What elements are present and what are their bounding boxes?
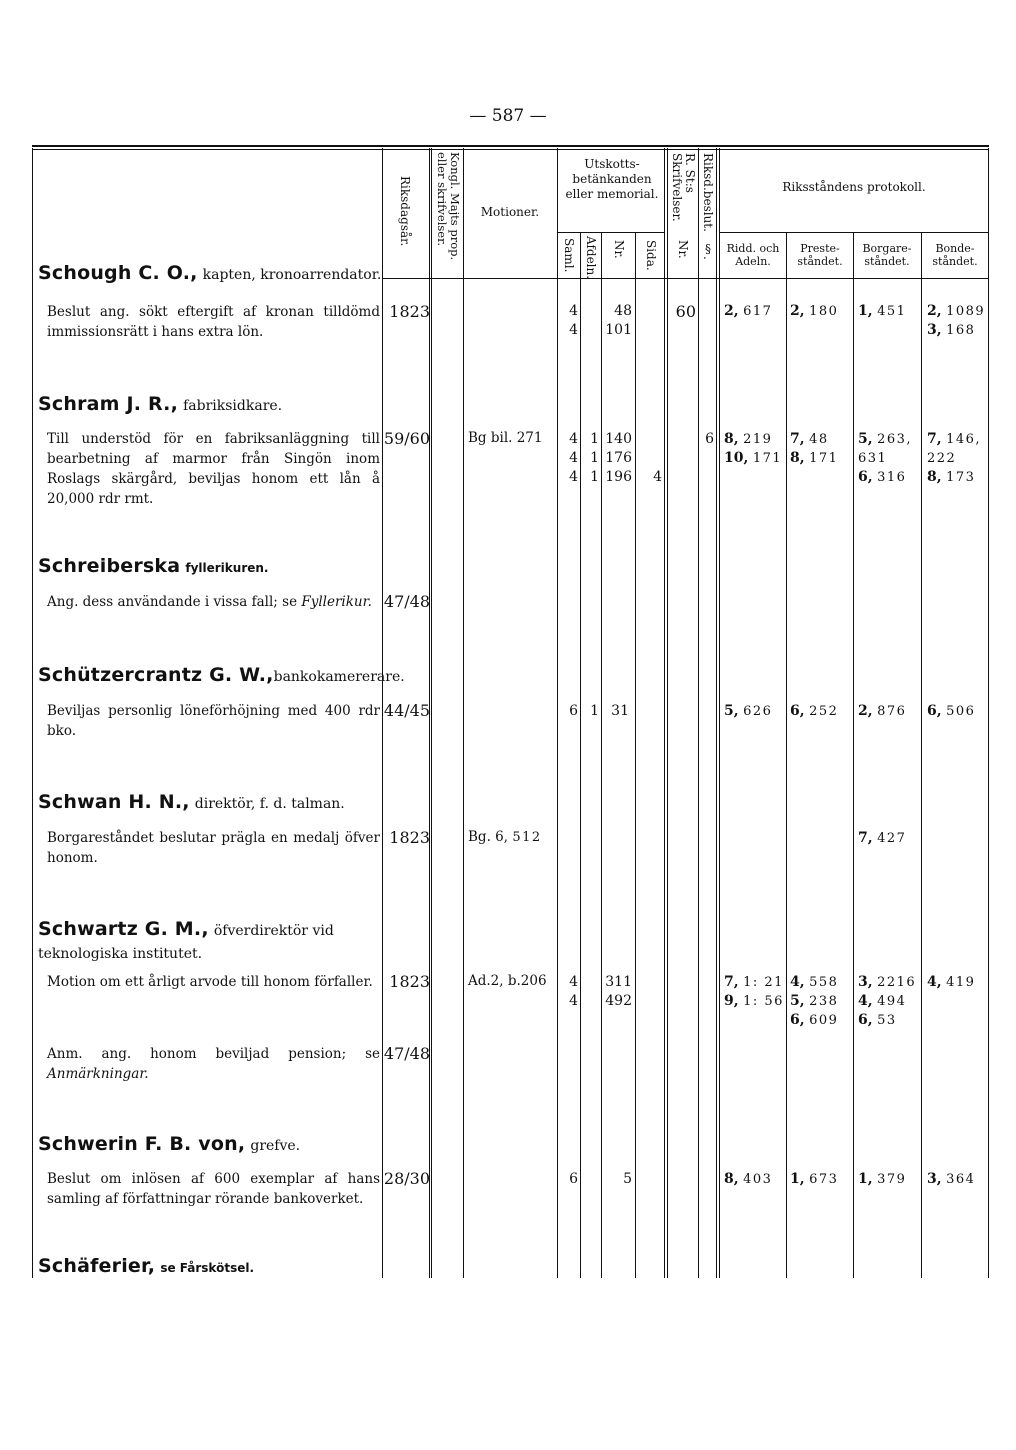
page-number: — 587 — xyxy=(469,106,547,126)
bonde-vol: 3, xyxy=(927,1171,942,1187)
borgare-ref xyxy=(858,1011,897,1030)
col-rule-2b xyxy=(431,148,432,1278)
ridd-page: 219 xyxy=(743,432,773,447)
preste-ref xyxy=(790,1011,838,1030)
ridd-page: 171 xyxy=(752,451,783,466)
borgare-ref xyxy=(858,829,906,848)
preste-ref xyxy=(790,1170,838,1189)
header-borgare: Borgare-ståndet. xyxy=(862,242,912,268)
entry-desc: Beslut om inlösen af 600 exemplar af hans samling af författningar rörande bankoverket. xyxy=(47,1171,380,1207)
borgare-page: 427 xyxy=(877,831,907,846)
bonde-ref xyxy=(927,321,975,340)
entry-desc: Borgareståndet beslutar prägla en medalj öfver honom. xyxy=(47,830,380,866)
borgare-vol: 4, xyxy=(858,993,873,1009)
entry-desc-note xyxy=(47,1044,380,1084)
preste-vol: 1, xyxy=(790,1171,805,1187)
borgare-vol: 5, xyxy=(858,431,873,447)
nr-value: 176 xyxy=(605,450,632,466)
borgare-ref xyxy=(858,468,906,487)
ridd-ref xyxy=(724,992,784,1011)
entry-role: öfverdirektör vid teknologiska institutet. xyxy=(38,923,334,962)
col-rule-11 xyxy=(786,233,787,1278)
afdeln-value: 1 xyxy=(590,450,599,466)
header-sida: Sida. xyxy=(644,240,658,271)
preste-page: 180 xyxy=(809,304,839,319)
borgare-page: 53 xyxy=(877,1013,897,1028)
entry-name-text: Schwerin F. B. von, xyxy=(38,1133,246,1155)
bonde-vol: 7, xyxy=(927,431,942,447)
entry-role: fabriksidkare. xyxy=(183,398,283,414)
entry-year: 44/45 xyxy=(383,701,430,720)
entry-year: 1823 xyxy=(389,828,430,847)
top-rule-thin xyxy=(32,149,989,150)
borgare-ref xyxy=(858,992,906,1011)
ridd-vol: 8, xyxy=(724,1171,739,1187)
afdeln-value: 1 xyxy=(590,431,599,447)
entry-desc: Motion om ett årligt arvode till honom förfaller. xyxy=(47,974,373,990)
cross-reference: Fyllerikur. xyxy=(301,594,372,610)
saml-value: 4 xyxy=(569,303,578,319)
preste-ref xyxy=(790,992,838,1011)
borgare-vol: 3, xyxy=(858,974,873,990)
preste-vol: 6, xyxy=(790,1012,805,1028)
preste-page: 673 xyxy=(809,1172,839,1187)
saml-value: 4 xyxy=(569,993,578,1009)
motion-ref xyxy=(468,829,542,845)
entry-year: 59/60 xyxy=(383,429,430,448)
bonde-page: 168 xyxy=(946,323,976,338)
saml-value: 4 xyxy=(569,974,578,990)
saml-value: 4 xyxy=(569,450,578,466)
entry-name xyxy=(38,393,282,415)
header-riksd-beslut: Riksd.beslut. xyxy=(701,153,715,232)
preste-vol: 6, xyxy=(790,703,805,719)
header-bottom-rule xyxy=(382,278,989,279)
saml-value: 6 xyxy=(569,1171,578,1187)
entry-name xyxy=(38,791,345,813)
preste-ref xyxy=(790,973,838,992)
col-rule-12 xyxy=(853,233,854,1278)
motion-ref: Ad.2, b.206 xyxy=(468,973,547,989)
entry-name-text: Schough C. O., xyxy=(38,262,198,284)
ridd-page: 1: 56 xyxy=(743,994,784,1009)
afdeln-value: 1 xyxy=(590,703,599,719)
ridd-page: 403 xyxy=(743,1172,773,1187)
rsts-value: 60 xyxy=(675,302,696,321)
borgare-ref xyxy=(858,430,912,449)
motion-vol: Bg. 6, xyxy=(468,829,509,845)
entry-role: bankokamererare. xyxy=(273,669,405,685)
borgare-vol: 1, xyxy=(858,303,873,319)
nr-value: 31 xyxy=(611,703,629,719)
col-rule-8a xyxy=(664,148,665,1278)
entry-name xyxy=(38,664,405,686)
bonde-vol: 2, xyxy=(927,303,942,319)
utskotts-sub-rule xyxy=(557,232,665,233)
motion-ref: Bg bil. 271 xyxy=(468,430,543,446)
preste-vol: 8, xyxy=(790,450,805,466)
borgare-ref xyxy=(858,1170,906,1189)
header-ridd: Ridd. och Adeln. xyxy=(726,242,780,268)
bonde-vol: 8, xyxy=(927,469,942,485)
entry-year: 47/48 xyxy=(383,1044,430,1063)
bonde-page: 419 xyxy=(946,975,976,990)
entry-year: 1823 xyxy=(389,972,430,991)
header-kongl-text: Kongl. Majts prop. eller skrifvelser. xyxy=(435,152,462,261)
ridd-vol: 5, xyxy=(724,703,739,719)
nr-value: 140 xyxy=(605,431,632,447)
preste-vol: 2, xyxy=(790,303,805,319)
preste-page: 238 xyxy=(809,994,839,1009)
header-samt: Saml. xyxy=(562,238,576,273)
nr-value: 196 xyxy=(605,469,632,485)
borgare-page: 494 xyxy=(877,994,907,1009)
col-rule-10b xyxy=(719,148,720,1278)
entry-desc: Beviljas personlig löneförhöjning med 400 rdr bko. xyxy=(47,703,380,739)
preste-vol: 4, xyxy=(790,974,805,990)
preste-ref xyxy=(790,449,838,468)
saml-value: 6 xyxy=(569,703,578,719)
preste-ref xyxy=(790,702,838,721)
entry-name xyxy=(38,918,383,965)
borgare-vol: 1, xyxy=(858,1171,873,1187)
nr-value: 5 xyxy=(623,1171,632,1187)
bonde-ref xyxy=(927,449,956,468)
saml-value: 4 xyxy=(569,322,578,338)
bonde-page: 146, xyxy=(946,432,982,447)
header-s-sym: §. xyxy=(701,242,715,260)
borgare-ref xyxy=(858,302,906,321)
ridd-ref xyxy=(724,302,772,321)
preste-page: 252 xyxy=(809,704,839,719)
bonde-vol: 6, xyxy=(927,703,942,719)
bonde-ref xyxy=(927,468,975,487)
preste-page: 609 xyxy=(809,1013,839,1028)
preste-page: 558 xyxy=(809,975,839,990)
ridd-ref xyxy=(724,1170,772,1189)
borgare-ref xyxy=(858,973,916,992)
bonde-vol: 4, xyxy=(927,974,942,990)
entry-role: kapten, kronoarrendator. xyxy=(202,267,382,283)
col-rule-right xyxy=(988,148,989,1278)
ridd-vol: 7, xyxy=(724,974,739,990)
borgare-page: 316 xyxy=(877,470,907,485)
entry-role: se Fårskötsel. xyxy=(160,1261,255,1275)
bonde-page: 173 xyxy=(946,470,976,485)
entry-name-text: Schreiberska xyxy=(38,555,181,577)
sida-value: 4 xyxy=(653,469,662,485)
entry-role: grefve. xyxy=(250,1138,301,1154)
bonde-ref xyxy=(927,302,985,321)
header-kongl xyxy=(433,152,461,270)
header-riksdagsar: Riksdagsår. xyxy=(398,176,412,247)
header-afdeln: Afdeln. xyxy=(584,236,598,280)
bonde-page: 364 xyxy=(946,1172,976,1187)
entry-year: 1823 xyxy=(389,302,430,321)
ridd-page: 1: 21 xyxy=(743,975,784,990)
entry-name-text: Schützercrantz G. W., xyxy=(38,664,274,686)
ridd-page: 626 xyxy=(743,704,773,719)
motion-page: 512 xyxy=(512,830,542,845)
entry-name xyxy=(38,1255,254,1277)
header-nr: Nr. xyxy=(612,240,626,259)
nr-value: 311 xyxy=(605,974,632,990)
preste-vol: 5, xyxy=(790,993,805,1009)
saml-value: 4 xyxy=(569,469,578,485)
header-motioner: Motioner. xyxy=(480,205,540,219)
ridd-vol: 8, xyxy=(724,431,739,447)
ridd-page: 617 xyxy=(743,304,773,319)
ridd-vol: 2, xyxy=(724,303,739,319)
col-rule-3 xyxy=(463,148,464,1278)
saml-value: 4 xyxy=(569,431,578,447)
ridd-vol: 10, xyxy=(724,450,749,466)
entry-desc: Till understöd för en fabriksanläggning till bearbetning af marmor från Singön inom Roslags skärgård, beviljas honom ett lån å 20,000 rdr rmt. xyxy=(47,431,380,507)
s-value: 6 xyxy=(705,431,714,447)
protokoll-sub-rule xyxy=(719,232,989,233)
borgare-page: 379 xyxy=(877,1172,907,1187)
col-rule-8b xyxy=(667,148,668,1278)
col-rule-13 xyxy=(921,233,922,1278)
preste-page: 171 xyxy=(809,451,839,466)
borgare-page: 451 xyxy=(877,304,907,319)
ridd-ref xyxy=(724,702,772,721)
borgare-vol: 7, xyxy=(858,830,873,846)
entry-desc: Beslut ang. sökt eftergift af kronan tilldömd immissionsrätt i hans extra lön. xyxy=(47,304,380,340)
entry-desc xyxy=(47,592,380,612)
col-rule-9 xyxy=(698,148,699,1278)
entry-name xyxy=(38,555,268,577)
ridd-ref xyxy=(724,973,784,992)
afdeln-value: 1 xyxy=(590,469,599,485)
nr-value: 101 xyxy=(605,322,632,338)
top-rule xyxy=(32,145,989,147)
preste-page: 48 xyxy=(809,432,829,447)
borgare-vol: 6, xyxy=(858,469,873,485)
bonde-page: 222 xyxy=(927,451,957,466)
entry-year: 28/30 xyxy=(383,1169,430,1188)
entry-name xyxy=(38,1133,300,1155)
preste-vol: 7, xyxy=(790,431,805,447)
entry-name-text: Schwartz G. M., xyxy=(38,918,209,940)
ridd-ref xyxy=(724,449,782,468)
col-rule-4 xyxy=(557,148,558,1278)
borgare-page: 263, xyxy=(877,432,913,447)
header-protokoll: Riksståndens protokoll. xyxy=(782,180,926,194)
entry-name-text: Schäferier, xyxy=(38,1255,156,1277)
nr-value: 48 xyxy=(614,303,632,319)
bonde-ref xyxy=(927,430,981,449)
bonde-vol: 3, xyxy=(927,322,942,338)
ridd-vol: 9, xyxy=(724,993,739,1009)
cross-reference: Anmärkningar. xyxy=(47,1066,149,1082)
desc-text: Ang. dess användande i vissa fall; se xyxy=(47,594,302,610)
entry-year: 47/48 xyxy=(383,592,430,611)
entry-role: direktör, f. d. talman. xyxy=(194,796,345,812)
desc-text: Anm. ang. honom beviljad pension; se xyxy=(47,1046,380,1062)
bonde-ref xyxy=(927,1170,975,1189)
header-preste: Preste-ståndet. xyxy=(797,242,843,268)
borgare-page: 631 xyxy=(858,451,888,466)
bonde-page: 1089 xyxy=(946,304,986,319)
entry-name-text: Schwan H. N., xyxy=(38,791,190,813)
header-rsts-text: R. St:s Skrifvelser. xyxy=(670,153,697,222)
borgare-ref xyxy=(858,702,906,721)
bonde-ref xyxy=(927,973,975,992)
entry-name-text: Schram J. R., xyxy=(38,393,178,415)
preste-ref xyxy=(790,302,838,321)
col-rule-6 xyxy=(601,233,602,1278)
borgare-vol: 6, xyxy=(858,1012,873,1028)
entry-name xyxy=(38,262,381,284)
col-rule-left xyxy=(32,148,33,1278)
header-rsts-nr: Nr. xyxy=(676,240,690,259)
header-bonde: Bonde-ståndet. xyxy=(932,242,978,268)
preste-ref xyxy=(790,430,829,449)
col-rule-5 xyxy=(580,233,581,1278)
borgare-ref xyxy=(858,449,887,468)
bonde-page: 506 xyxy=(946,704,976,719)
borgare-vol: 2, xyxy=(858,703,873,719)
col-rule-7 xyxy=(635,233,636,1278)
header-utskotts: Utskotts-betänkanden eller memorial. xyxy=(565,157,659,201)
nr-value: 492 xyxy=(605,993,632,1009)
bonde-ref xyxy=(927,702,975,721)
borgare-page: 2216 xyxy=(877,975,917,990)
ridd-ref xyxy=(724,430,772,449)
borgare-page: 876 xyxy=(877,704,907,719)
entry-role: fyllerikuren. xyxy=(185,561,269,575)
col-rule-10a xyxy=(716,148,717,1278)
header-rsts xyxy=(670,153,696,229)
